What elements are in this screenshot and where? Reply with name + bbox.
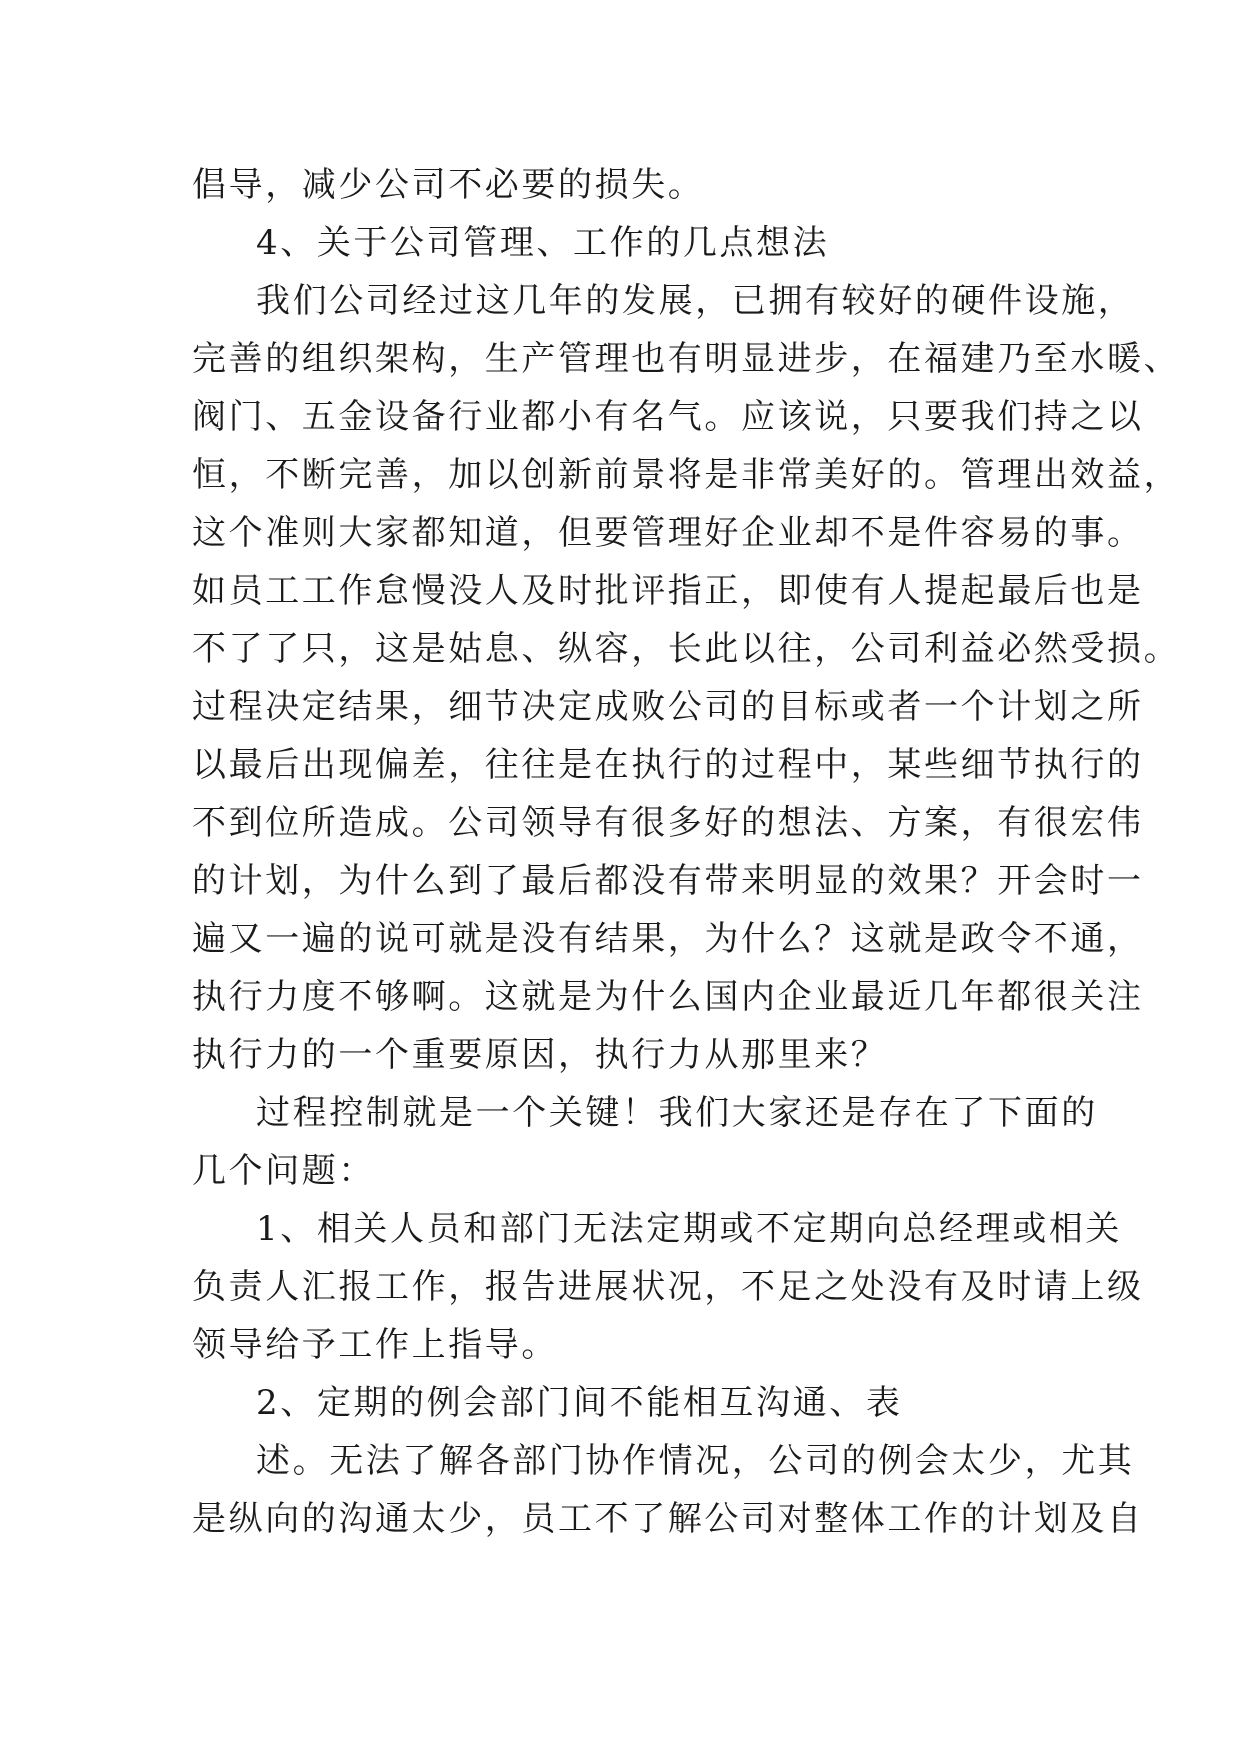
text-line: 不到位所造成。公司领导有很多好的想法、方案，有很宏伟 (192, 803, 1144, 843)
list-item: 1、相关人员和部门无法定期或不定期向总经理或相关 (256, 1209, 1123, 1249)
text-line: 是纵向的沟通太少，员工不了解公司对整体工作的计划及自 (192, 1499, 1144, 1539)
text-line: 不了了只，这是姑息、纵容，长此以往，公司利益必然受损。 (192, 629, 1181, 669)
text-line: 述。无法了解各部门协作情况，公司的例会太少，尤其 (256, 1441, 1135, 1481)
text-line: 过程决定结果，细节决定成败公司的目标或者一个计划之所 (192, 687, 1144, 727)
text-line: 我们公司经过这几年的发展，已拥有较好的硬件设施， (256, 281, 1135, 321)
text-line: 这个准则大家都知道，但要管理好企业却不是件容易的事。 (192, 513, 1144, 553)
text-line: 过程控制就是一个关键！我们大家还是存在了下面的 (256, 1093, 1098, 1133)
text-line: 如员工工作怠慢没人及时批评指正，即使有人提起最后也是 (192, 571, 1144, 611)
text-line: 恒，不断完善，加以创新前景将是非常美好的。管理出效益， (192, 455, 1181, 495)
text-line: 以最后出现偏差，往往是在执行的过程中，某些细节执行的 (192, 745, 1144, 785)
text-line: 的计划，为什么到了最后都没有带来明显的效果？开会时一 (192, 861, 1144, 901)
text-line: 阀门、五金设备行业都小有名气。应该说，只要我们持之以 (192, 397, 1144, 437)
text-line: 几个问题： (192, 1151, 375, 1191)
document-body (192, 156, 1181, 1548)
text-line: 倡导，减少公司不必要的损失。 (192, 165, 705, 205)
text-line: 完善的组织架构，生产管理也有明显进步，在福建乃至水暖、 (192, 339, 1181, 379)
text-line: 遍又一遍的说可就是没有结果，为什么？这就是政令不通， (192, 919, 1144, 959)
text-line: 执行力的一个重要原因，执行力从那里来？ (192, 1035, 888, 1075)
text-line: 领导给予工作上指导。 (192, 1325, 558, 1365)
text-line: 执行力度不够啊。这就是为什么国内企业最近几年都很关注 (192, 977, 1144, 1017)
list-item: 2、定期的例会部门间不能相互沟通、表 (256, 1383, 903, 1423)
section-heading: 4、关于公司管理、工作的几点想法 (256, 223, 830, 263)
text-line: 负责人汇报工作，报告进展状况，不足之处没有及时请上级 (192, 1267, 1144, 1307)
